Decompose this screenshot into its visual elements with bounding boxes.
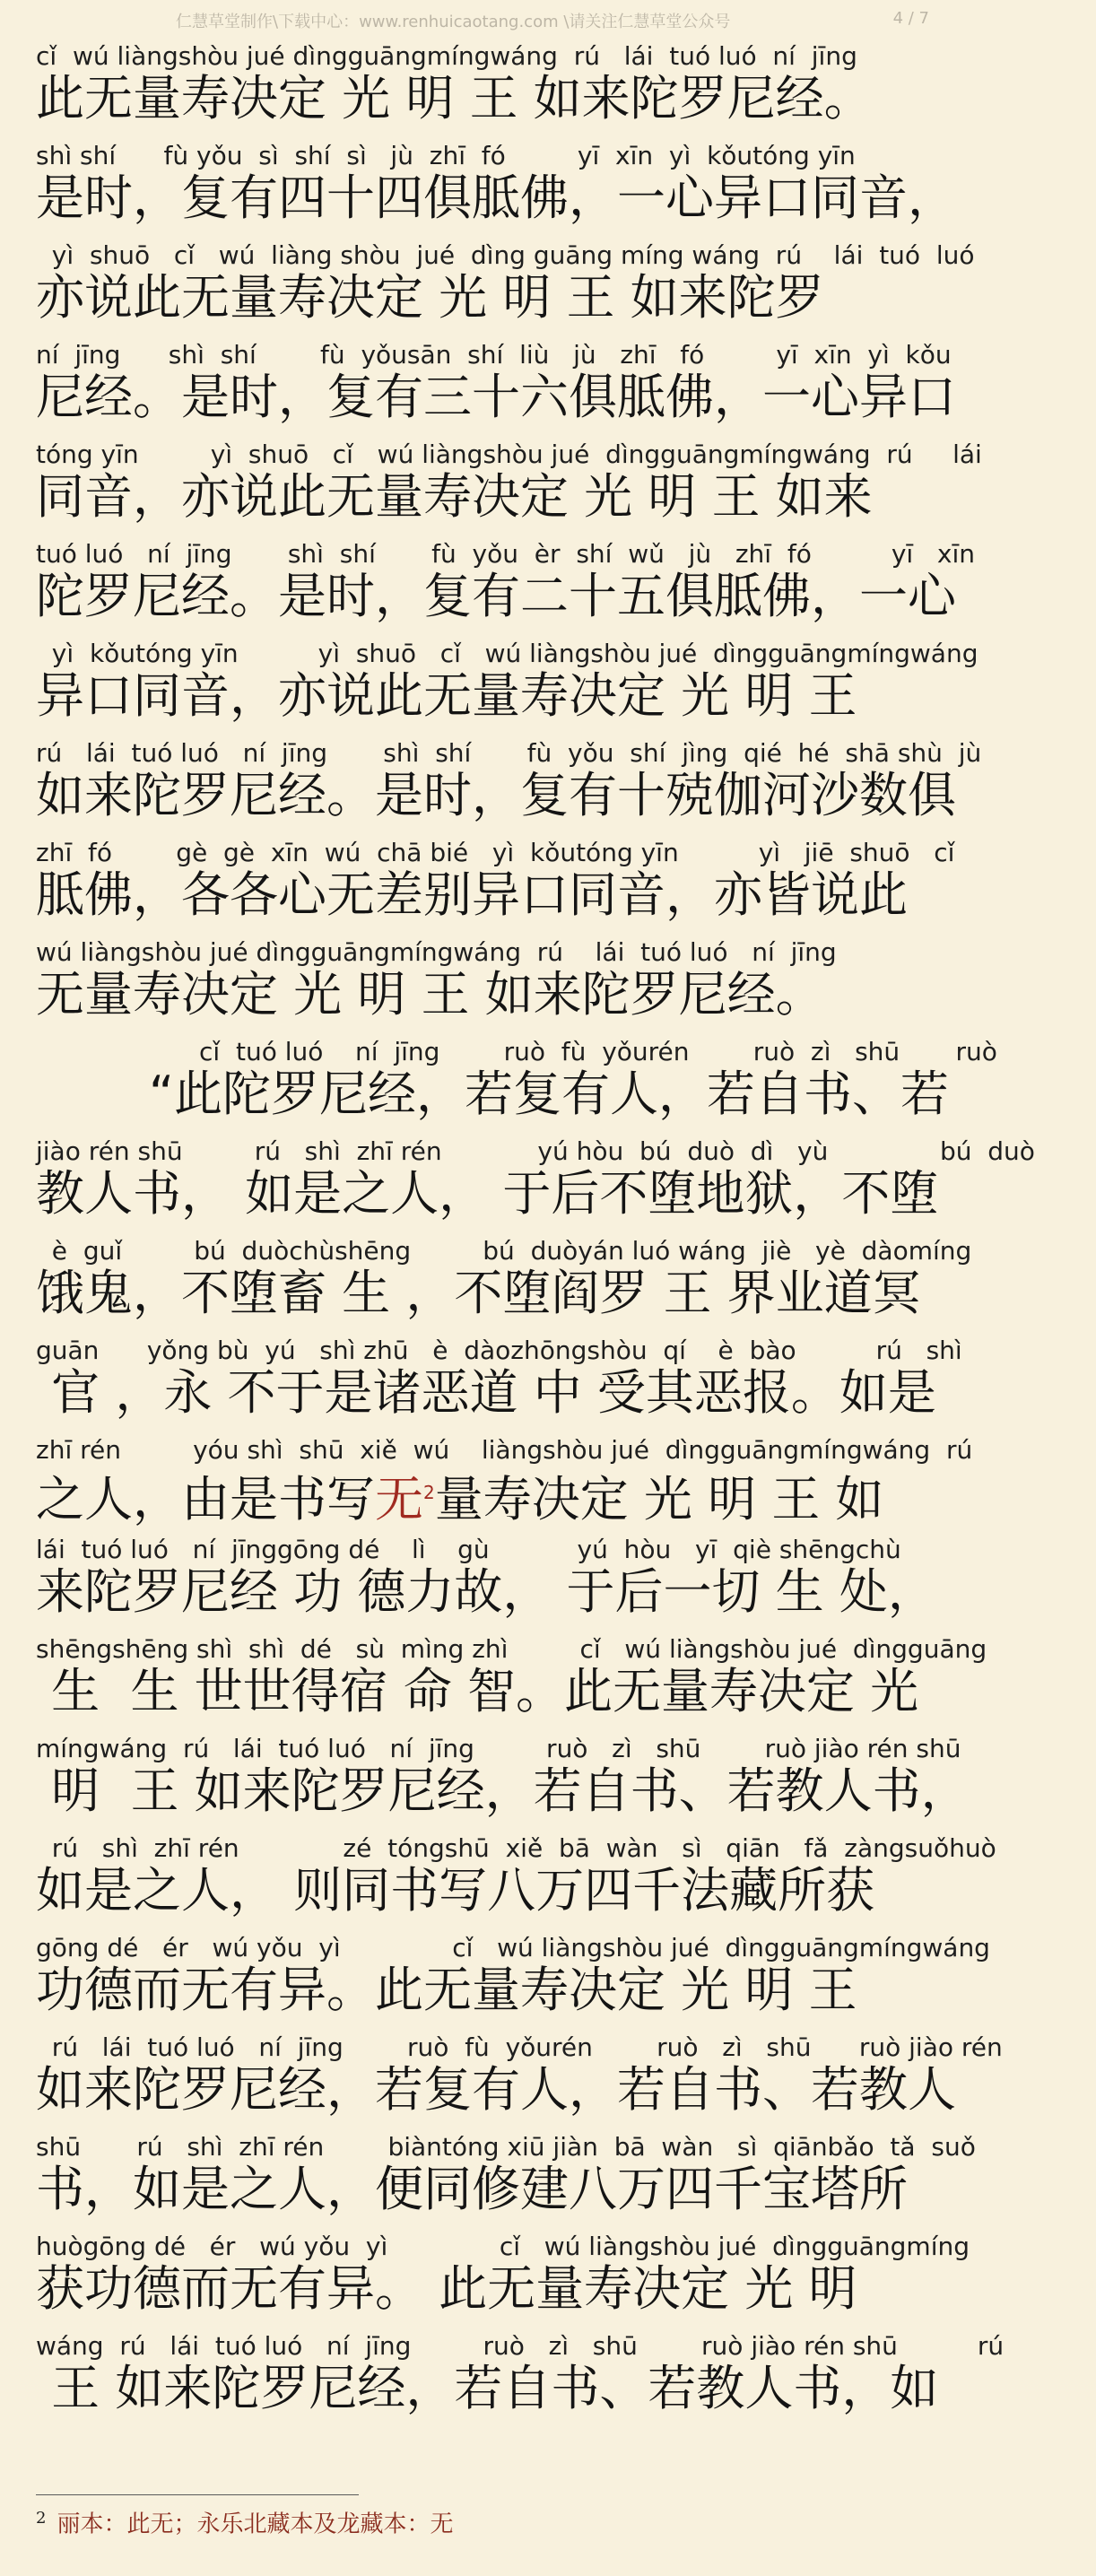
text-line [0, 738, 982, 838]
text-line [0, 2232, 969, 2331]
text-line [0, 1833, 996, 1933]
hanzi-row: 无量寿决定 光 明 王 如来陀罗尼经。 [36, 966, 824, 1023]
text-line [0, 240, 975, 340]
variant-character: 无 [375, 1471, 423, 1527]
hanzi-row: 此无量寿决定 光 明 王 如来陀罗尼经。 [36, 70, 873, 126]
text-line [0, 1634, 987, 1734]
footnote-reference[interactable]: 2 [423, 1482, 435, 1503]
pinyin-row: huògōng dé ér wú yǒu yì cǐ wú liàngshòu jué dìngguāngmíng [36, 2232, 970, 2261]
pinyin-row: zhī fó gè gè xīn wú chā bié yì kǒutóng yīn yì jiē shuō cǐ [36, 838, 955, 867]
text-line [0, 539, 975, 639]
text-line [0, 340, 969, 439]
pinyin-row: míngwáng rú lái tuó luó ní jīng ruò zì shū ruò jiào rén shū [36, 1734, 961, 1763]
pinyin-row: guān yǒng bù yú shì zhū è dàozhōngshòu qí è bào rú shì [36, 1336, 962, 1365]
pinyin-row: rú lái tuó luó ní jīng ruò fù yǒurén ruò zì shū ruò jiào rén [36, 2032, 1003, 2062]
pinyin-row: shēngshēng shì shì dé sù mìng zhì cǐ wú liàngshòu jué dìngguāng [36, 1634, 987, 1664]
pinyin-row: gōng dé ér wú yǒu yì cǐ wú liàngshòu jué dìngguāngmíngwáng [36, 1933, 990, 1962]
hanzi-row: 异口同音，亦说此无量寿决定 光 明 王 [36, 667, 857, 724]
text-line [0, 439, 982, 539]
text-line [0, 1336, 969, 1435]
text-line [0, 838, 969, 937]
hanzi-segment: 量寿决定 光 明 王 如 [434, 1471, 884, 1527]
page-header [0, 7, 969, 34]
hanzi-row: 来陀罗尼经 功 德力故， 于后一切 生 处， [36, 1563, 936, 1620]
hanzi-row: “此陀罗尼经，若复有人，若自书、若 [149, 1066, 949, 1122]
hanzi-row: 尼经。是时，复有三十六俱胝佛，一心异口 [36, 369, 956, 425]
hanzi-row: 教人书， 如是之人， 于后不堕地狱，不堕 [36, 1165, 939, 1222]
pinyin-row: shì shí fù yǒu sì shí sì jù zhī fó yī xīn yì kǒutóng yīn [36, 141, 856, 170]
hanzi-row: 亦说此无量寿决定 光 明 王 如来陀罗 [36, 269, 824, 326]
text-line [0, 2331, 1005, 2431]
pinyin-row: shū rú shì zhī rén biàntóng xiū jiàn bā wàn sì qiānbǎo tǎ suǒ [36, 2132, 976, 2162]
pinyin-row: è guǐ bú duòchùshēng bú duòyán luó wáng jiè yè dàomíng [36, 1236, 972, 1266]
header-source-text: 仁慧草堂制作\下载中心：www.renhuicaotang.com \请关注仁慧草堂公众号 [176, 13, 731, 31]
text-line [0, 1236, 972, 1336]
hanzi-row: 王 如来陀罗尼经，若自书、若教人书，如 [36, 2360, 939, 2416]
pinyin-row: wú liàngshòu jué dìngguāngmíngwáng rú lái tuó luó ní jīng [36, 937, 837, 967]
text-line [0, 1734, 969, 1833]
text-line [0, 41, 969, 141]
pinyin-row: lái tuó luó ní jīnggōng dé lì gù yú hòu yī qiè shēngchù [36, 1535, 901, 1564]
hanzi-row: 明 王 如来陀罗尼经，若自书、若教人书， [36, 1762, 970, 1819]
hanzi-row: 官 ，永 不于是诸恶道 中 受其恶报。如是 [36, 1364, 936, 1421]
page-number: 4 / 7 [892, 9, 929, 28]
hanzi-segment: 之人，由是书写 [36, 1471, 375, 1527]
pinyin-row: rú shì zhī rén zé tóngshū xiě bā wàn sì qiān fǎ zàngsuǒhuò [36, 1833, 996, 1863]
pinyin-row: wáng rú lái tuó luó ní jīng ruò zì shū ruò jiào rén shū rú [36, 2331, 1005, 2361]
hanzi-row: 功德而无有异。此无量寿决定 光 明 王 [36, 1962, 857, 2018]
sutra-text [0, 41, 1035, 2431]
hanzi-row: 如来陀罗尼经，若复有人，若自书、若教人 [36, 2061, 956, 2118]
text-line [0, 2132, 976, 2232]
pinyin-row: rú lái tuó luó ní jīng shì shí fù yǒu shí jìng qié hé shā shù jù [36, 738, 982, 768]
pinyin-row: yì kǒutóng yīn yì shuō cǐ wú liàngshòu jué dìngguāngmíngwáng [36, 639, 979, 668]
hanzi-row: 书，如是之人，便同修建八万四千宝塔所 [36, 2161, 908, 2217]
pinyin-row: cǐ tuó luó ní jīng ruò fù yǒurén ruò zì shū ruò [199, 1037, 997, 1066]
hanzi-row: 如是之人， 则同书写八万四千法藏所获 [36, 1862, 875, 1919]
footnote-number: 2 [36, 2509, 47, 2528]
hanzi-row: 如来陀罗尼经。是时，复有十殑伽河沙数俱 [36, 767, 956, 823]
text-line [0, 1535, 969, 1634]
footnote-divider [36, 2494, 359, 2495]
text-line-paragraph-start [0, 1037, 997, 1136]
pinyin-row: yì shuō cǐ wú liàng shòu jué dìng guāng míng wáng rú lái tuó luó [36, 240, 975, 270]
text-line [0, 1933, 990, 2032]
text-line [0, 2032, 1003, 2132]
hanzi-row: 同音，亦说此无量寿决定 光 明 王 如来 [36, 468, 873, 525]
pinyin-row: zhī rén yóu shì shū xiě wú liàngshòu jué dìngguāngmíngwáng rú [36, 1435, 973, 1465]
pinyin-row: cǐ wú liàngshòu jué dìngguāngmíngwáng rú lái tuó luó ní jīng [36, 41, 857, 71]
pinyin-row: tóng yīn yì shuō cǐ wú liàngshòu jué dìngguāngmíngwáng rú lái [36, 439, 982, 469]
pinyin-row: jiào rén shū rú shì zhī rén yú hòu bú duò dì yù bú duò [36, 1136, 1035, 1166]
hanzi-row: 饿鬼，不堕畜 生 ，不堕阎罗 王 界业道冥 [36, 1265, 921, 1321]
hanzi-row [36, 1464, 942, 1528]
text-line [0, 141, 969, 240]
text-line [0, 639, 979, 738]
footnote [36, 2502, 453, 2541]
hanzi-row: 胝佛，各各心无差别异口同音，亦皆说此 [36, 866, 908, 923]
hanzi-row: 是时，复有四十四俱胝佛，一心异口同音， [36, 170, 956, 226]
hanzi-row: 陀罗尼经。是时，复有二十五俱胝佛，一心 [36, 568, 956, 624]
hanzi-row: 获功德而无有异。 此无量寿决定 光 明 [36, 2260, 857, 2317]
footnote-text: 丽本：此无；永乐北藏本及龙藏本：无 [57, 2511, 454, 2538]
text-line-with-footnote [0, 1435, 973, 1535]
hanzi-row: 生 生 世世得宿 命 智。此无量寿决定 光 [36, 1663, 919, 1719]
pinyin-row: tuó luó ní jīng shì shí fù yǒu èr shí wǔ jù zhī fó yī xīn [36, 539, 975, 569]
pinyin-row: ní jīng shì shí fù yǒusān shí liù jù zhī fó yī xīn yì kǒu [36, 340, 952, 370]
text-line [0, 1136, 1035, 1236]
text-line [0, 937, 969, 1037]
